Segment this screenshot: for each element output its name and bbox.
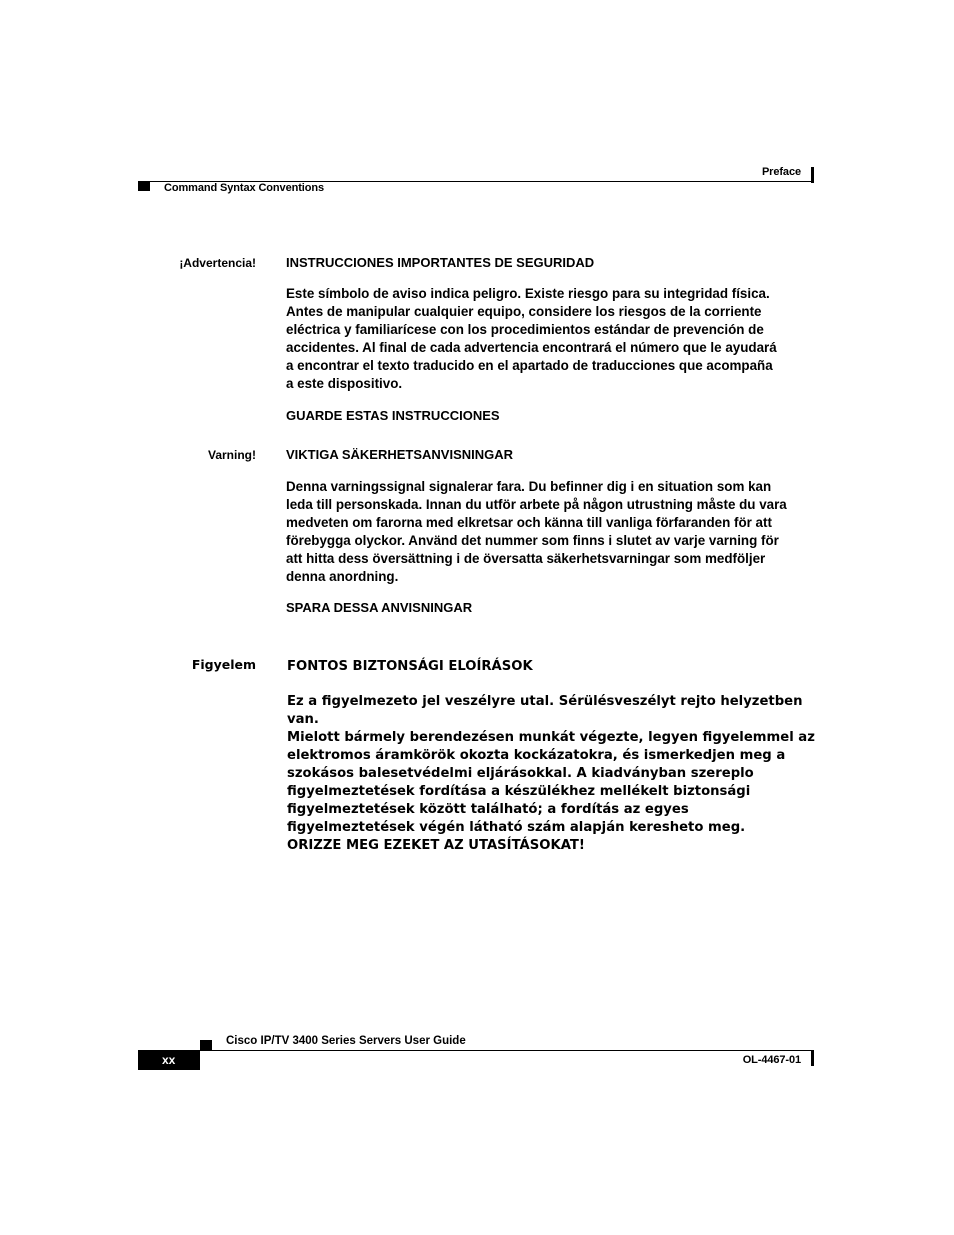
body-line: Antes de manipular cualquier equipo, considere los riesgos de la corriente — [286, 304, 762, 319]
body-line: figyelmeztetések között található; a fordítás az egyes — [287, 802, 689, 817]
section-title: Command Syntax Conventions — [164, 182, 324, 194]
body-line: Este símbolo de aviso indica peligro. Existe riesgo para su integridad física. — [286, 286, 770, 301]
body-line: förebygga olyckor. Använd det nummer som finns i slutet av varje varning för — [286, 533, 779, 548]
warning-label: ¡Advertencia! — [179, 256, 256, 270]
page-number-box — [138, 1051, 200, 1070]
warning-closing: GUARDE ESTAS INSTRUCCIONES — [286, 408, 500, 423]
warning-closing: ORIZZE MEG EZEKET AZ UTASÍTÁSOKAT! — [287, 838, 585, 853]
document-id: OL-4467-01 — [742, 1054, 801, 1066]
body-line: a este dispositivo. — [286, 376, 403, 391]
chapter-title: Preface — [761, 166, 801, 178]
warning-closing: SPARA DESSA ANVISNINGAR — [286, 600, 473, 615]
warning-body — [286, 285, 816, 393]
footer-rule — [138, 1050, 814, 1051]
header-left-block — [138, 182, 150, 191]
warning-title: VIKTIGA SÄKERHETSANVISNINGAR — [286, 447, 514, 462]
warning-title: FONTOS BIZTONSÁGI ELOÍRÁSOK — [287, 659, 533, 674]
body-line: Ez a figyelmezeto jel veszélyre utal. Sérülésveszélyt rejto helyzetben van. — [287, 694, 803, 727]
body-line: figyelmeztetések fordítása a készülékhez mellékelt biztonsági — [287, 784, 751, 799]
warning-body — [286, 478, 816, 586]
body-line: denna anordning. — [286, 569, 399, 584]
warning-body — [287, 693, 817, 837]
body-line: att hitta dess översättning i de översatta säkerhetsvarningar som medföljer — [286, 551, 766, 566]
footer-guide-title: Cisco IP/TV 3400 Series Servers User Guide — [226, 1035, 466, 1047]
body-line: leda till personskada. Innan du utför arbete på någon utrustning måste du vara — [286, 497, 787, 512]
warning-label: Varning! — [207, 448, 256, 462]
body-line: Mielott bármely berendezésen munkát végezte, legyen figyelemmel az — [287, 730, 815, 745]
warning-title: INSTRUCCIONES IMPORTANTES DE SEGURIDAD — [286, 255, 595, 270]
body-line: accidentes. Al final de cada advertencia encontrará el número que le ayudará — [286, 340, 777, 355]
body-line: figyelmeztetések végén látható szám alapján keresheto meg. — [287, 820, 746, 835]
body-line: medveten om farorna med elkretsar och känna till vanliga förfaranden för att — [286, 515, 772, 530]
footer-right-bar — [811, 1051, 814, 1066]
footer-small-block — [200, 1040, 212, 1050]
body-line: a encontrar el texto traducido en el apartado de traducciones que acompaña — [286, 358, 773, 373]
page-number: xx — [162, 1053, 176, 1067]
body-line: eléctrica y familiarícese con los procedimientos estándar de prevención de — [286, 322, 764, 337]
body-line: elektromos áramkörök okozta kockázatokra, és ismerkedjen meg a — [287, 748, 786, 763]
warning-label: Figyelem — [191, 657, 256, 672]
body-line: szokásos balesetvédelmi eljárásokkal. A kiadványban szereplo — [287, 766, 754, 781]
body-line: Denna varningssignal signalerar fara. Du befinner dig i en situation som kan — [286, 479, 772, 494]
